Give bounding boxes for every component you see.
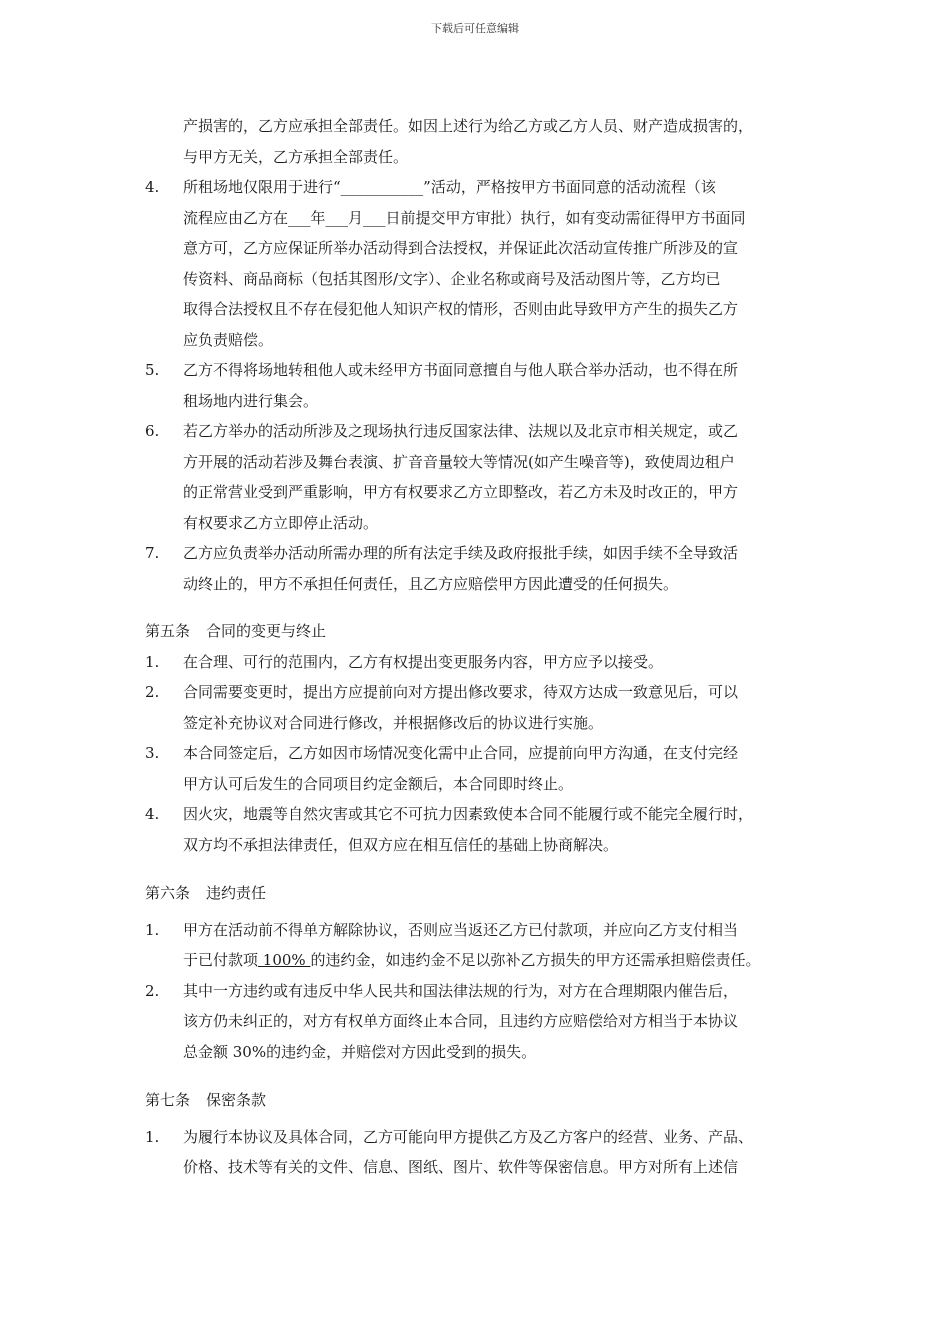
- text-line: 乙方不得将场地转租他人或未经甲方书面同意擅自与他人联合举办活动，也不得在所: [183, 361, 739, 379]
- clause-number: 1.: [145, 920, 160, 939]
- clause-item: [145, 976, 815, 1068]
- page-header: 下载后可任意编辑: [431, 22, 519, 35]
- article-label: 第五条: [145, 622, 191, 640]
- clause-number: 3.: [145, 744, 160, 762]
- text-line: 双方均不承担法律责任，但双方应在相互信任的基础上协商解决。: [183, 835, 619, 854]
- clause-number: 6.: [145, 422, 160, 440]
- article-label: 第七条: [145, 1091, 191, 1109]
- text-line: 动终止的，甲方不承担任何责任，且乙方应赔偿甲方因此遭受的任何损失。: [183, 574, 679, 593]
- text-line: 与甲方无关，乙方承担全部责任。: [183, 147, 409, 166]
- text-line: 的正常营业受到严重影响，甲方有权要求乙方立即整改，若乙方未及时改正的，甲方: [183, 483, 739, 501]
- article-title: 保密条款: [206, 1091, 267, 1109]
- article-heading: [145, 1085, 815, 1116]
- clause-number: 2.: [145, 683, 160, 701]
- clause-number: 1.: [145, 652, 160, 671]
- text-line: 甲方认可后发生的合同项目约定金额后，本合同即时终止。: [183, 774, 574, 793]
- underlined-percentage: 100%: [258, 951, 311, 969]
- clause-item: [145, 538, 815, 599]
- clause-item: [145, 355, 815, 416]
- text-line: 因火灾，地震等自然灾害或其它不可抗力因素致使本合同不能履行或不能完全履行时，: [183, 805, 754, 823]
- clause-number: 7.: [145, 544, 160, 562]
- clause-number: 4.: [145, 805, 160, 823]
- text-line: 合同需要变更时，提出方应提前向对方提出修改要求，待双方达成一致意见后，可以: [183, 683, 739, 701]
- text-line: 应负责赔偿。: [183, 330, 274, 349]
- text-line: 乙方应负责举办活动所需办理的所有法定手续及政府报批手续，如因手续不全导致活: [183, 544, 739, 562]
- clause-number: 2.: [145, 981, 160, 1000]
- clause-item: [145, 172, 815, 355]
- clause-item: [145, 1122, 815, 1183]
- text-line: 取得合法授权且不存在侵犯他人知识产权的情形，否则由此导致甲方产生的损失乙方: [183, 300, 739, 318]
- text-line: 方开展的活动若涉及舞台表演、扩音音量较大等情况(如产生噪音等)，致使周边租户: [183, 452, 735, 471]
- text-line: 该方仍未纠正的，对方有权单方面终止本合同，且违约方应赔偿给对方相当于本协议: [183, 1012, 739, 1030]
- text-line: 产损害的，乙方应承担全部责任。如因上述行为给乙方或乙方人员、财产造成损害的，: [183, 117, 754, 135]
- clause-item: [145, 799, 815, 860]
- text-line: 本合同签定后，乙方如因市场情况变化需中止合同，应提前向甲方沟通，在支付完经: [183, 744, 739, 762]
- clause-item: [145, 647, 815, 678]
- text-line: 传资料、商品商标（包括其图形/文字）、企业名称或商号及活动图片等，乙方均已: [183, 269, 721, 288]
- article-heading: [145, 878, 815, 909]
- clause-item: [145, 416, 815, 538]
- clause-item: [145, 677, 815, 738]
- article-heading: [145, 616, 815, 647]
- article-label: 第六条: [145, 884, 191, 902]
- text-line: 总金额 30%的违约金，并赔偿对方因此受到的损失。: [183, 1042, 537, 1061]
- clause-item: [145, 915, 815, 976]
- text-line: 其中一方违约或有违反中华人民共和国法律法规的行为，对方在合理期限内催告后，: [183, 981, 739, 1000]
- text-line: 若乙方举办的活动所涉及之现场执行违反国家法律、法规以及北京市相关规定，或乙: [183, 422, 739, 440]
- text-line: 流程应由乙方在___年___月___日前提交甲方审批）执行，如有变动需征得甲方书面同: [183, 208, 746, 227]
- text-line: 在合理、可行的范围内，乙方有权提出变更服务内容，甲方应予以接受。: [183, 652, 664, 671]
- text-run: 于已付款项: [183, 951, 259, 969]
- spacer: [145, 599, 815, 616]
- text-line: 为履行本协议及具体合同，乙方可能向甲方提供乙方及乙方客户的经营、业务、产品、: [183, 1127, 754, 1146]
- text-line: 所租场地仅限用于进行“___________”活动，严格按甲方书面同意的活动流程（该: [183, 178, 716, 196]
- clause-number: 4.: [145, 178, 160, 196]
- intro-paragraph: [145, 111, 815, 172]
- spacer: [145, 1067, 815, 1085]
- text-line: 签定补充协议对合同进行修改，并根据修改后的协议进行实施。: [183, 713, 604, 732]
- document-body: [145, 111, 815, 1183]
- text-line: [183, 945, 815, 976]
- clause-number: 1.: [145, 1127, 160, 1146]
- text-line: 租场地内进行集会。: [183, 391, 319, 410]
- text-line: 甲方在活动前不得单方解除协议，否则应当返还乙方已付款项，并应向乙方支付相当: [183, 920, 739, 939]
- clause-number: 5.: [145, 361, 160, 379]
- text-line: 有权要求乙方立即停止活动。: [183, 513, 379, 532]
- clause-item: [145, 738, 815, 799]
- text-run: 的违约金，如违约金不足以弥补乙方损失的甲方还需承担赔偿责任。: [310, 951, 761, 969]
- article-title: 合同的变更与终止: [206, 622, 327, 640]
- text-line: 意方可，乙方应保证所举办活动得到合法授权，并保证此次活动宣传推广所涉及的宣: [183, 239, 739, 257]
- text-line: 价格、技术等有关的文件、信息、图纸、图片、软件等保密信息。甲方对所有上述信: [183, 1158, 739, 1176]
- spacer: [145, 860, 815, 878]
- article-title: 违约责任: [206, 884, 267, 902]
